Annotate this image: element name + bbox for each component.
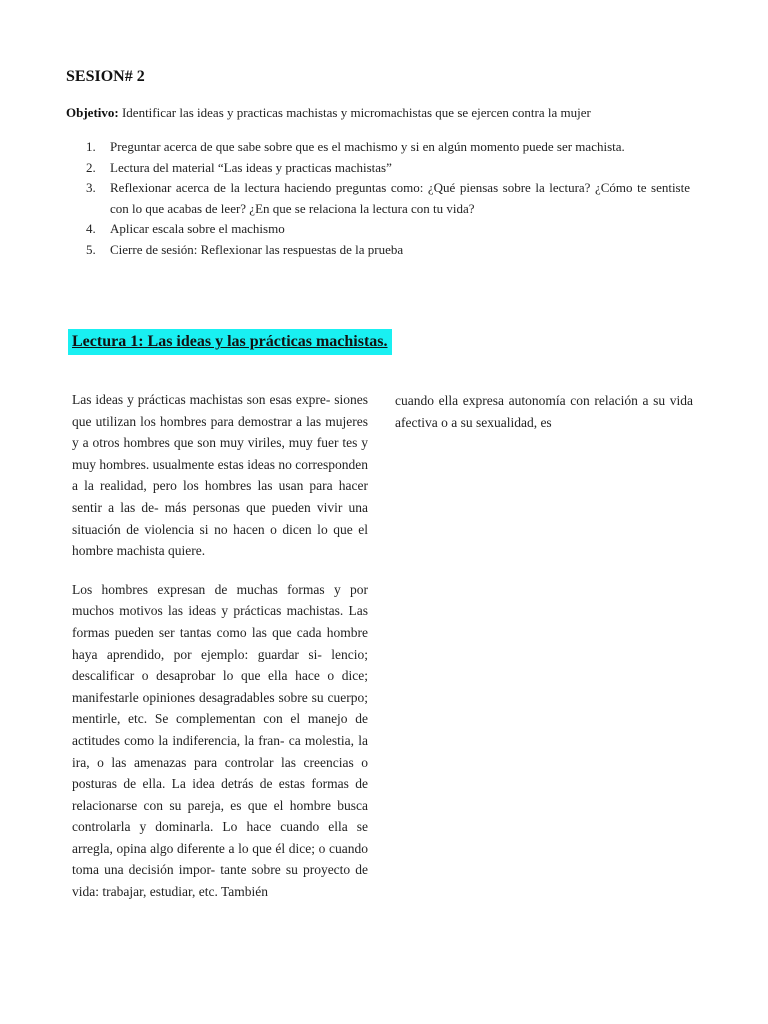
step-number: 3.: [86, 180, 96, 195]
step-item: [86, 178, 690, 219]
reading-paragraph: Las ideas y prácticas machistas son esas expre- siones que utilizan los hombres para demostrar a las mujeres y a otros hombres que son muy viriles, muy fuer tes y muy hombres. usualmente estas ideas no corresponden a la realidad, pero los hombres las usan para hacer sentir a las de- más personas que pueden vivir una situación de violencia si no hacen o dicen lo que el hombre machista quiere.: [72, 392, 368, 559]
reading-left-column: [72, 389, 368, 903]
step-item: [86, 158, 690, 179]
step-item: [86, 137, 690, 158]
step-number: 5.: [86, 241, 96, 257]
step-number: 1.: [86, 139, 96, 154]
step-number: 4.: [86, 221, 96, 236]
reading-title: Lectura 1: Las ideas y las prácticas machistas.: [68, 329, 392, 355]
step-text: Preguntar acerca de que sabe sobre que es el machismo y si en algún momento puede ser machista.: [110, 139, 625, 154]
reading-paragraph: cuando ella expresa autonomía con relación a su vida afectiva o a su sexualidad, es: [395, 393, 693, 430]
step-number: 2.: [86, 159, 96, 175]
objective-label: Objetivo:: [66, 105, 119, 120]
reading-right-column: [395, 390, 693, 433]
reading-paragraph: Los hombres expresan de muchas formas y por muchos motivos las ideas y prácticas machistas. Las formas pueden ser tantas como las que cada hombre haya aprendido, por ejemplo: guardar si- lencio; descalificar o desaprobar lo que ella hace o dice; manifestarle opiniones desagradables sobre su cuerpo; mentirle, etc. Se complementan con el manejo de actitudes como la indiferencia, la fran- ca molestia, la ira, o las amenazas para controlar las creencias o posturas de ella. La idea detrás de estas formas de relacionarse con su pareja, es que el hombre busca controlarla y dominarla. Lo hace cuando ella se arregla, opina algo diferente a lo que él dice; o cuando toma una decisión impor- tante sobre su proyecto de vida: trabajar, estudiar, etc. También: [72, 581, 368, 900]
session-title: SESION# 2: [66, 68, 145, 85]
step-item: [86, 219, 690, 240]
step-text: Reflexionar acerca de la lectura haciendo preguntas como: ¿Qué piensas sobre la lectura? ¿Cómo te sentiste con lo que acabas de leer? ¿En que se relaciona la lectura con tu vida?: [110, 180, 690, 216]
step-text: Lectura del material “Las ideas y practicas machistas”: [110, 159, 392, 175]
session-steps-list: [86, 137, 690, 260]
objective: [66, 104, 706, 122]
step-text: Aplicar escala sobre el machismo: [110, 221, 285, 236]
step-text: Cierre de sesión: Reflexionar las respuestas de la prueba: [110, 241, 404, 257]
objective-text: Identificar las ideas y practicas machistas y micromachistas que se ejercen contra la mujer: [118, 105, 591, 120]
step-item: [86, 240, 690, 261]
